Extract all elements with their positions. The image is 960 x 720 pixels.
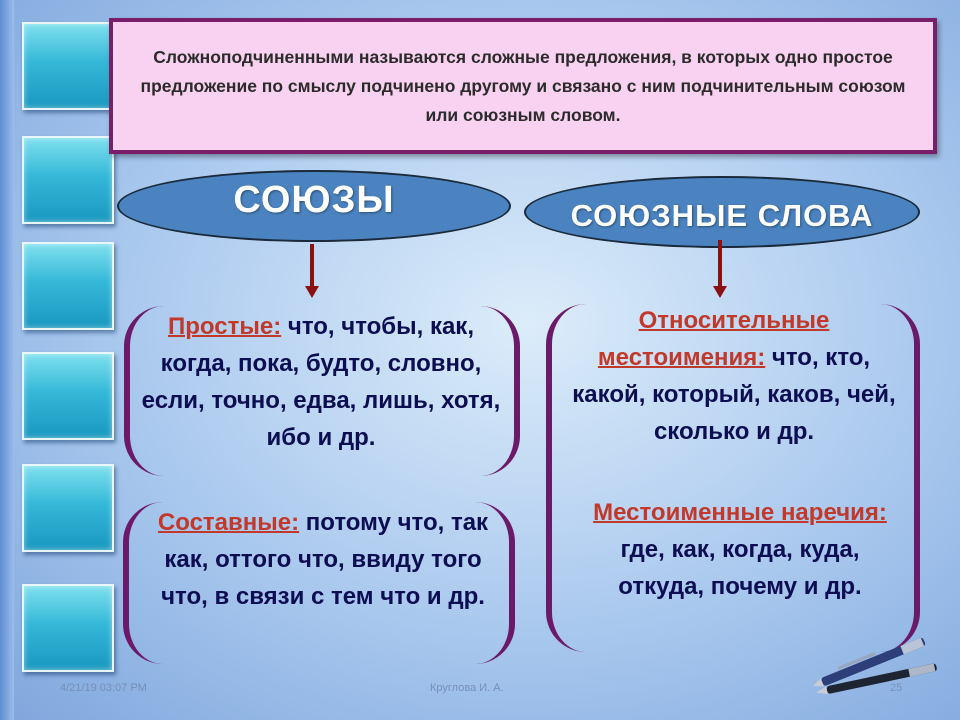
- adverbs-list: где, как, когда, куда, откуда, почему и др.: [618, 536, 862, 600]
- conjunctions-heading-text: СОЮЗЫ: [233, 178, 395, 221]
- decor-tile: [22, 136, 114, 224]
- definition-text: Сложноподчиненными называются сложные предложения, в которых одно простое предложение по смыслу подчинено другому и связано с ним подчинительным союзом или союзным словом.: [140, 46, 906, 125]
- compound-label: Составные:: [157, 509, 300, 536]
- conjunctive-words-heading-text: СОЮЗНЫЕ СЛОВА: [570, 198, 874, 233]
- decor-tile: [22, 242, 114, 330]
- decor-tile: [22, 464, 114, 552]
- pronouns-list: что, кто, какой, который, каков, чей, сколько и др.: [572, 344, 896, 445]
- pens-icon: [810, 625, 950, 705]
- arrow-down-icon: [713, 240, 727, 298]
- left-decor-strip: [0, 0, 14, 720]
- conjunctions-heading: [117, 170, 511, 242]
- simple-list: что, чтобы, как, когда, пока, будто, словно, если, точно, едва, лишь, хотя, ибо и др.: [141, 313, 501, 451]
- simple-label: Простые:: [168, 313, 282, 340]
- conjunctive-words-heading: [524, 176, 920, 248]
- decor-tile: [22, 352, 114, 440]
- simple-conjunctions: [138, 308, 504, 456]
- compound-conjunctions: [155, 504, 491, 615]
- footer-date: 4/21/19 03:07 PM: [60, 682, 147, 694]
- decor-tile: [22, 22, 114, 110]
- arrow-down-icon: [305, 244, 319, 298]
- relative-pronouns: [566, 302, 902, 450]
- pronouns-label: Относительные местоимения:: [597, 307, 830, 371]
- compound-list: потому что, так как, оттого что, ввиду того что, в связи с тем что и др.: [161, 509, 489, 610]
- decor-tile: [22, 584, 114, 672]
- footer-page: 25: [890, 682, 903, 694]
- pronominal-adverbs: [580, 494, 900, 605]
- definition-box: [109, 18, 937, 154]
- adverbs-label: Местоименные наречия:: [593, 499, 887, 526]
- footer-author: Круглова И. А.: [430, 682, 504, 694]
